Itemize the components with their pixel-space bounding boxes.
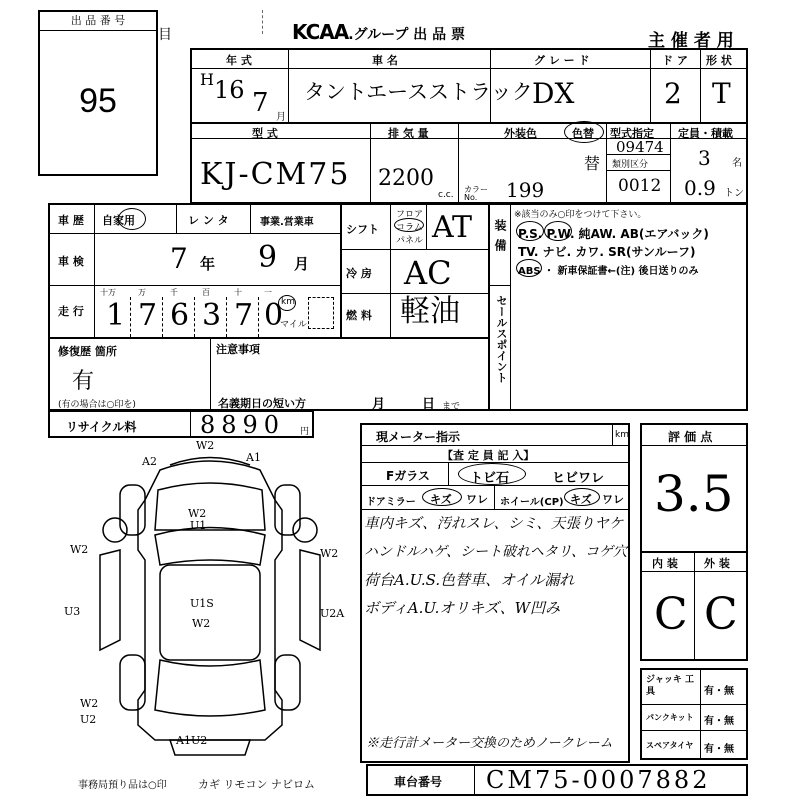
row-line <box>340 249 488 250</box>
score-label: 評 価 点 <box>668 430 713 444</box>
car-name-label: 車 名 <box>372 54 398 67</box>
shape-label: 形 状 <box>706 54 732 67</box>
office-items: カギ リモコン ナビロム <box>198 778 315 791</box>
inspection-year-unit: 年 <box>200 255 216 273</box>
month-unit: 月 <box>276 112 286 123</box>
equipment-line2: TV. ナビ. カワ. SR(サンルーフ) <box>518 245 696 259</box>
car-name: タントエースストラック <box>304 80 533 104</box>
mileage-digit: 1 <box>106 298 126 333</box>
col-line <box>250 205 251 233</box>
col-line <box>426 205 427 249</box>
equipment-line1: P.S. P.W. 純AW. AB(エアバック) <box>518 227 709 241</box>
puncture-label: パンクキット <box>646 713 694 722</box>
diagram-mark: U2 <box>80 713 97 726</box>
sales-point-label: セールスポイント <box>495 295 508 383</box>
color-no-label: カラー No. <box>464 185 488 202</box>
inspection-month-unit: 月 <box>294 255 310 273</box>
inspection-label: 車 検 <box>58 255 84 268</box>
shift-option: パネル <box>396 236 424 246</box>
exterior-grade: C <box>704 589 738 640</box>
recycle-box <box>48 410 314 438</box>
office-note: 事務局預り品は○印 <box>78 780 167 791</box>
chassis-value: CM75-0007882 <box>486 766 711 794</box>
model-value: KJ-CM75 <box>200 157 351 192</box>
doors-label: ド ア <box>662 54 688 67</box>
col-line <box>670 122 671 204</box>
inspector-note: ボディA.U.オリキズ、W凹み <box>364 599 561 617</box>
wheel-crack: ワレ <box>602 493 624 506</box>
col-line <box>258 297 259 337</box>
recycle-label: リサイクル料 <box>66 420 137 434</box>
model-spec-value: 09474 <box>616 138 664 156</box>
col-line <box>494 485 495 509</box>
chassis-label: 車台番号 <box>394 775 443 789</box>
inspector-note: ハンドルハゲ、シート破れヘタリ、コゲ穴 <box>364 544 628 560</box>
repair-value: 有 <box>72 369 95 394</box>
row-line <box>362 445 628 446</box>
model-spec-label: 型式指定 <box>610 127 654 140</box>
mileage-unit: 一 <box>264 288 272 297</box>
col-line <box>130 297 131 337</box>
wheel-label: ホイール(CP) <box>500 497 564 508</box>
repair-note: (有の場合は○印を) <box>58 400 136 410</box>
interior-label: 内 装 <box>652 557 678 570</box>
vehicle-details-table <box>48 203 748 411</box>
lot-number-box <box>38 10 158 176</box>
col-line <box>694 551 695 659</box>
abs-circle <box>516 259 542 277</box>
inspection-box <box>360 423 630 763</box>
year-value: 16 <box>214 76 245 104</box>
mileage-unit: 千 <box>170 288 178 297</box>
vehicle-info-table <box>190 48 748 204</box>
wheel-scratch: キズ <box>570 493 592 506</box>
mirror-scratch: キズ <box>430 493 452 506</box>
inspector-note: 荷台A.U.S.色替車、オイル漏れ <box>364 571 575 589</box>
col-line <box>700 50 701 122</box>
diagram-mark: U2A <box>320 607 345 620</box>
spare-value: 有・無 <box>704 744 734 755</box>
color-change-label: 色替 <box>572 127 594 140</box>
fuel-value: 軽油 <box>400 294 460 329</box>
grade-label: グ レ ー ド <box>534 54 590 67</box>
diagram-mark: W2 <box>192 617 211 630</box>
diagram-mark: W2 <box>80 697 99 710</box>
capacity-load: 0.9 <box>684 176 716 200</box>
inspector-note: 車内キズ、汚れスレ、シミ、天張りヤケ <box>364 516 624 532</box>
notes-label: 注意事項 <box>216 343 260 356</box>
lot-number-label: 出 品 番 号 <box>40 12 156 31</box>
diagram-mark: W2 <box>320 547 339 560</box>
brand-subtitle: .グループ 出 品 票 <box>348 27 466 43</box>
jack-value: 有・無 <box>704 686 734 697</box>
col-line <box>612 425 613 445</box>
diagram-mark: W2 <box>196 439 215 452</box>
class-value: 0012 <box>618 176 662 196</box>
diagram-mark: A1 <box>246 451 261 464</box>
col-line <box>226 297 227 337</box>
year-label: 年 式 <box>226 54 252 67</box>
mileage-unit: 万 <box>138 288 146 297</box>
col-line <box>448 462 449 485</box>
inspection-year: 7 <box>170 242 188 275</box>
history-rental: レ ン タ <box>188 214 229 227</box>
header-marker: 目 <box>158 27 172 43</box>
lot-number-value: 95 <box>79 82 117 120</box>
mileage-digit: 3 <box>202 298 222 333</box>
col-line <box>210 337 211 411</box>
displacement-label: 排 気 量 <box>388 127 429 140</box>
brand-logo: KCAA <box>292 20 349 44</box>
row-line <box>50 337 488 339</box>
shift-option: フロア <box>396 210 424 220</box>
score-box <box>640 423 748 661</box>
registration-label: 名義期日の短い方 <box>218 397 306 410</box>
model-label: 型 式 <box>252 127 278 140</box>
year-era: H <box>200 70 214 89</box>
mileage-digit: 7 <box>138 298 158 333</box>
row-line <box>606 170 670 171</box>
exterior-color-label: 外装色 <box>504 127 537 140</box>
puncture-value: 有・無 <box>704 716 734 727</box>
recycle-value: 8890 <box>200 411 286 439</box>
col-line <box>190 412 191 436</box>
inspection-entry-label: 【査 定 員 記 入】 <box>442 449 535 462</box>
mileage-unit: 十 <box>234 288 242 297</box>
mileage-km: km <box>281 297 295 307</box>
col-line <box>488 205 490 411</box>
row-line <box>642 704 746 705</box>
col-line <box>510 205 511 411</box>
equipment-line3: ABS ・ 新車保証書←(注) 後日送りのみ <box>518 266 699 277</box>
mileage-digit: 6 <box>170 298 190 333</box>
organizer-use: 主 催 者 用 <box>648 31 734 51</box>
mileage-label: 走 行 <box>58 305 84 318</box>
doors-value: 2 <box>664 77 682 110</box>
glass-crack: ヒビワレ <box>552 471 605 486</box>
diagram-mark: W2 <box>188 507 207 520</box>
col-line <box>390 205 391 337</box>
diagram-mark: W2 <box>70 543 89 556</box>
grade-value: DX <box>532 77 575 110</box>
meter-label: 現メーター指示 <box>376 430 461 444</box>
inspection-month: 9 <box>258 240 278 275</box>
capacity-label: 定員・積載 <box>678 127 733 140</box>
diagram-mark: A1U2 <box>176 734 208 747</box>
glass-chip: トビ石 <box>470 471 510 486</box>
exterior-label: 外 装 <box>704 557 730 570</box>
diagram-mark: A2 <box>142 455 157 468</box>
shift-value: AT <box>432 210 473 245</box>
repair-label: 修復歴 箇所 <box>58 345 117 358</box>
mileage-mile: マイル <box>280 320 307 330</box>
ac-value: AC <box>404 254 452 292</box>
meter-unit: km <box>615 430 629 440</box>
cut-mark <box>262 10 263 34</box>
mirror-crack: ワレ <box>466 493 488 506</box>
history-business: 事業.営業車 <box>260 217 314 228</box>
mileage-unit: 十万 <box>100 288 116 297</box>
row-line <box>642 730 746 731</box>
brand-title <box>292 20 465 44</box>
mileage-digit: 0 <box>264 298 284 333</box>
score-value: 3.5 <box>654 465 734 523</box>
spare-label: スペアタイヤ <box>646 741 694 750</box>
diagram-mark: U1S <box>190 597 214 610</box>
diagram-mark: U1 <box>190 519 207 532</box>
interior-grade: C <box>654 589 688 640</box>
col-line <box>650 50 651 122</box>
displacement-unit: c.c. <box>438 190 454 200</box>
equipment-label: 装 備 <box>493 219 507 254</box>
col-line <box>606 122 607 204</box>
history-label: 車 歴 <box>58 214 84 227</box>
row-line <box>642 445 746 446</box>
col-line <box>94 205 95 337</box>
chassis-box <box>366 764 748 796</box>
shift-option: コラム <box>396 223 423 233</box>
col-line <box>458 122 459 204</box>
capacity-load-unit: トン <box>724 188 744 199</box>
equipment-note: ※該当のみ○印をつけて下さい。 <box>514 210 647 220</box>
color-change-mark: 替 <box>584 154 601 173</box>
color-no-value: 199 <box>506 178 545 202</box>
col-line <box>162 297 163 337</box>
jack-label: ジャッキ 工 具 <box>646 675 694 697</box>
recycle-unit: 円 <box>300 427 310 437</box>
registration-month: 月 <box>372 397 386 412</box>
col-line <box>474 766 475 794</box>
shape-value: T <box>712 77 731 110</box>
col-line <box>340 205 342 337</box>
mileage-unit: 百 <box>202 288 210 297</box>
ps-circle <box>516 221 544 241</box>
ac-label: 冷 房 <box>346 267 372 280</box>
displacement-value: 2200 <box>378 166 434 191</box>
history-private: 自家用 <box>102 214 135 227</box>
row-line <box>362 509 628 510</box>
col-line <box>700 670 701 758</box>
capacity-people: 3 <box>698 146 711 170</box>
mirror-label: ドアミラー <box>366 497 416 508</box>
month-value: 7 <box>252 88 269 118</box>
mileage-digit: 7 <box>234 298 254 333</box>
registration-day: 日 <box>422 397 436 412</box>
fuel-label: 燃 料 <box>346 309 372 322</box>
registration-until: まで <box>442 402 461 412</box>
col-line <box>288 50 289 122</box>
col-line <box>194 297 195 337</box>
shift-label: シフト <box>346 223 379 236</box>
tools-box <box>640 668 748 760</box>
diagram-mark: U3 <box>64 605 81 618</box>
col-line <box>370 122 371 204</box>
class-label: 類別区分 <box>612 160 649 170</box>
pw-circle <box>544 221 572 241</box>
mileage-stamp-box <box>308 297 334 329</box>
row-line <box>488 285 510 286</box>
col-line <box>176 205 177 233</box>
row-line <box>192 68 746 69</box>
noclaim-note: ※走行計メーター交換のためノークレーム <box>366 736 613 751</box>
glass-label: Fガラス <box>386 469 430 483</box>
capacity-people-unit: 名 <box>732 158 742 169</box>
